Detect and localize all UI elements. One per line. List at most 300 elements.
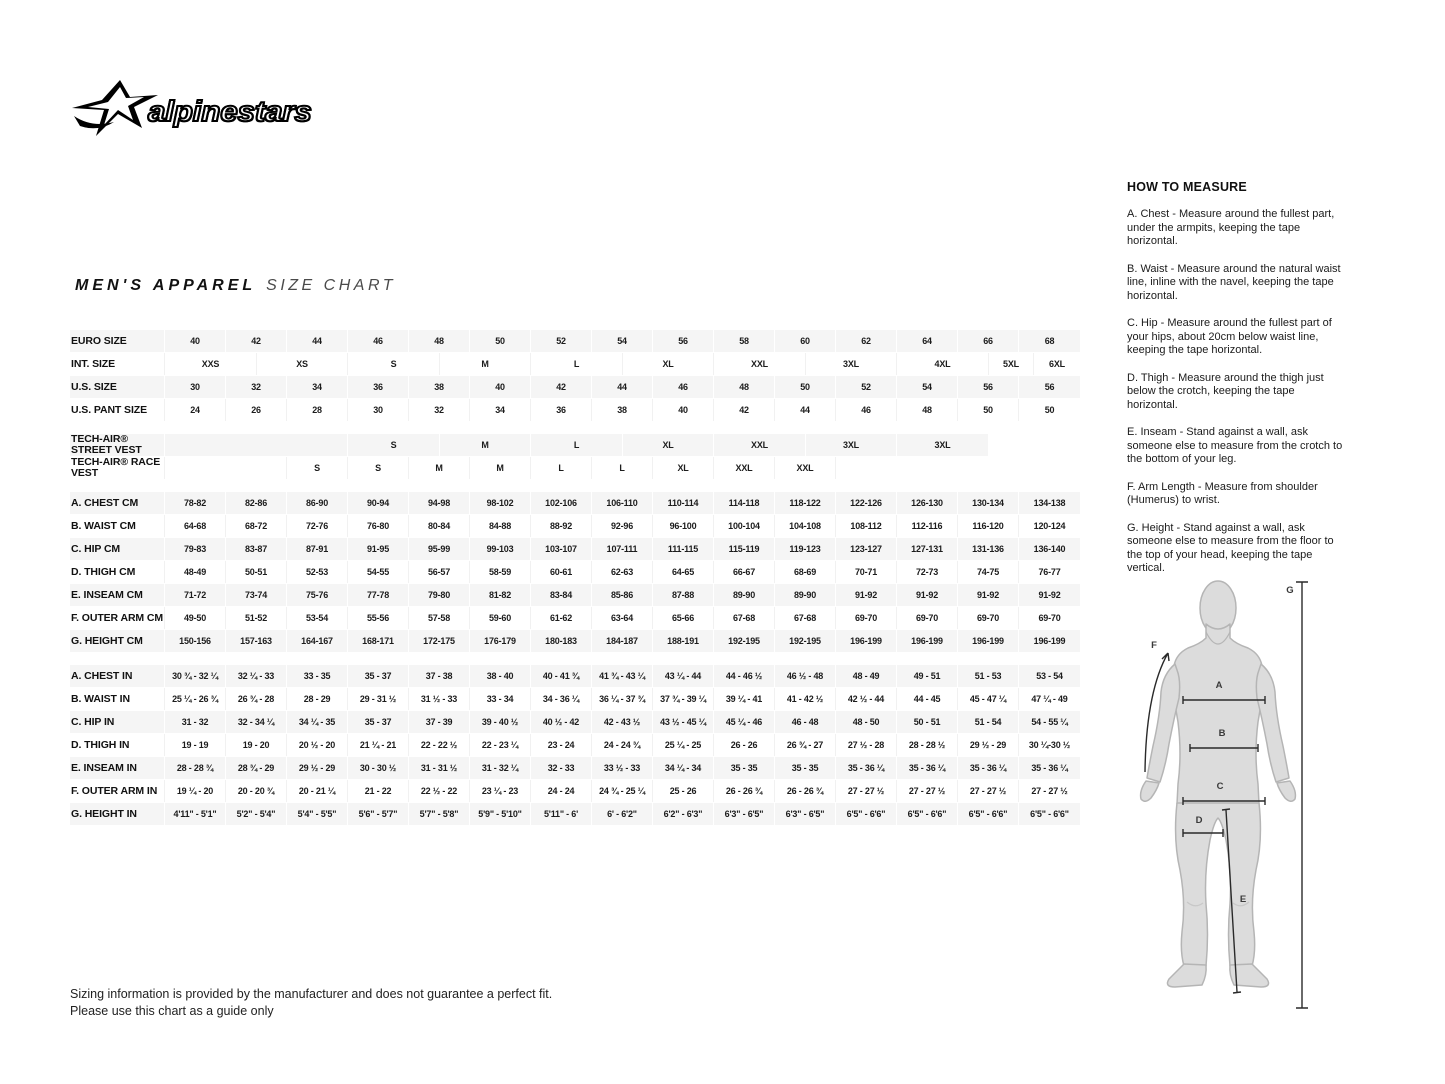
- table-block: [70, 434, 1080, 480]
- table-row: [70, 757, 1080, 780]
- table-cell: 30 ¾ - 32 ¼: [165, 665, 226, 687]
- measure-instruction: E. Inseam - Stand against a wall, ask someone else to measure from the crotch to the bottom of your leg.: [1127, 426, 1343, 465]
- table-cell: 53-54: [287, 607, 348, 629]
- table-cell: 39 - 40 ½: [470, 711, 531, 733]
- table-row: [70, 688, 1080, 711]
- table-cell: 26 - 26: [714, 734, 775, 756]
- table-cell: 6'3" - 6'5": [775, 803, 836, 825]
- label-waist: B: [1218, 728, 1226, 739]
- table-cell: 29 ½ - 29: [287, 757, 348, 779]
- table-cell: 58-59: [470, 561, 531, 583]
- label-arm: F: [1151, 640, 1157, 651]
- table-cell: 45 - 47 ¼: [958, 688, 1019, 710]
- table-cell: 5'6" - 5'7": [348, 803, 409, 825]
- table-row: [70, 515, 1080, 538]
- table-cell: 42 - 43 ½: [592, 711, 653, 733]
- table-cell: 176-179: [470, 630, 531, 652]
- table-cell: 64-68: [165, 515, 226, 537]
- label-hip: C: [1216, 781, 1224, 792]
- table-row: [70, 584, 1080, 607]
- table-cell: 110-114: [653, 492, 714, 514]
- table-cell: 52-53: [287, 561, 348, 583]
- row-label: A. CHEST IN: [70, 665, 165, 687]
- table-cell: 134-138: [1033, 498, 1066, 508]
- row-label: TECH-AIR® RACE VEST: [70, 457, 165, 479]
- row-label: D. THIGH CM: [70, 561, 165, 583]
- measure-instruction: G. Height - Stand against a wall, ask someone else to measure from the floor to the top of your head, keeping the tape vertical.: [1127, 521, 1334, 574]
- table-cell: 89-90: [714, 584, 775, 606]
- table-cell: 28: [287, 399, 348, 421]
- table-cell: 106-110: [592, 492, 653, 514]
- table-cell: 31 - 32: [165, 711, 226, 733]
- table-cell: 40 ½ - 42: [531, 711, 592, 733]
- table-cell: 26 - 26 ¾: [714, 780, 775, 802]
- table-cell: 28 - 29: [287, 688, 348, 710]
- table-cell: 37 ¾ - 39 ¼: [653, 688, 714, 710]
- table-cell: 104-108: [775, 515, 836, 537]
- table-cell: 29 ½ - 29: [958, 734, 1019, 756]
- table-cell: 66: [958, 330, 1019, 352]
- table-cell: 68: [1044, 336, 1055, 346]
- table-cell: 88-92: [531, 515, 592, 537]
- table-cell: 29 - 31 ½: [348, 688, 409, 710]
- measure-instruction: A. Chest - Measure around the fullest part, under the armpits, keeping the tape horizontal.: [1127, 208, 1335, 247]
- table-cell: 71-72: [165, 584, 226, 606]
- measure-instruction: D. Thigh - Measure around the thigh just below the crotch, keeping the tape horizontal.: [1127, 371, 1324, 411]
- table-cell: 23 ¼ - 23: [470, 780, 531, 802]
- table-cell: 136-140: [1033, 544, 1066, 554]
- table-cell: 164-167: [287, 630, 348, 652]
- table-row: [70, 711, 1080, 734]
- table-cell: 92-96: [592, 515, 653, 537]
- table-cell: 68-69: [775, 561, 836, 583]
- table-cell: 98-102: [470, 492, 531, 514]
- table-cell: 49-50: [165, 607, 226, 629]
- table-cell: 5XL: [989, 353, 1034, 375]
- table-cell: 115-119: [714, 538, 775, 560]
- table-cell: 35 - 36 ¼: [836, 757, 897, 779]
- table-cell: 56: [958, 376, 1019, 398]
- table-cell: S: [287, 457, 348, 479]
- table-row: [70, 734, 1080, 757]
- how-to-measure-panel: [1127, 180, 1345, 590]
- table-cell: 20 - 21 ¼: [287, 780, 348, 802]
- table-cell: 48: [409, 330, 470, 352]
- table-cell: 61-62: [531, 607, 592, 629]
- table-cell: 36: [348, 376, 409, 398]
- table-cell: 30: [165, 376, 226, 398]
- table-cell: S: [348, 434, 440, 456]
- table-cell: 77-78: [348, 584, 409, 606]
- table-row: [70, 376, 1080, 399]
- row-label: U.S. PANT SIZE: [70, 399, 165, 421]
- table-cell: 40: [470, 376, 531, 398]
- table-cell: 91-92: [958, 584, 1019, 606]
- table-row: [70, 561, 1080, 584]
- table-cell: 5'7" - 5'8": [409, 803, 470, 825]
- table-cell: 51 - 53: [958, 665, 1019, 687]
- table-cell: 49 - 51: [897, 665, 958, 687]
- table-cell: 3XL: [806, 353, 897, 375]
- height-measure-line: [1296, 582, 1308, 1008]
- table-cell: 22 - 22 ½: [409, 734, 470, 756]
- table-cell: 196-199: [958, 630, 1019, 652]
- table-cell: 91-92: [836, 584, 897, 606]
- table-cell: 5'2" - 5'4": [226, 803, 287, 825]
- table-cell: 30: [348, 399, 409, 421]
- measure-instruction: B. Waist - Measure around the natural waist line, inline with the navel, keeping the tape horizontal.: [1127, 262, 1341, 302]
- table-cell: L: [531, 457, 592, 479]
- table-cell: 69-70: [958, 607, 1019, 629]
- table-cell: 34: [470, 399, 531, 421]
- table-cell: 21 ¼ - 21: [348, 734, 409, 756]
- table-cell: 69-70: [897, 607, 958, 629]
- table-cell: 66-67: [714, 561, 775, 583]
- table-cell: 22 ½ - 22: [409, 780, 470, 802]
- table-cell: 53 - 54: [1036, 671, 1063, 681]
- table-cell: [165, 457, 287, 479]
- table-cell: 188-191: [653, 630, 714, 652]
- table-row: [70, 665, 1080, 688]
- table-cell: 6'5" - 6'6": [1030, 809, 1069, 819]
- label-height: G: [1286, 585, 1294, 596]
- table-cell: 91-95: [348, 538, 409, 560]
- table-cell: XXL: [714, 434, 806, 456]
- table-cell: 96-100: [653, 515, 714, 537]
- table-cell: 36 ¼ - 37 ¾: [592, 688, 653, 710]
- table-cell: 59-60: [470, 607, 531, 629]
- table-cell: 122-126: [836, 492, 897, 514]
- body-diagram: [1138, 572, 1323, 1017]
- footer-note: [70, 986, 552, 1020]
- table-cell: 44: [592, 376, 653, 398]
- table-cell: 47 ¼ - 49: [1031, 694, 1068, 704]
- table-cell: 51 - 54: [958, 711, 1019, 733]
- table-cell: 44 - 45: [897, 688, 958, 710]
- table-cell: 19 - 20: [226, 734, 287, 756]
- row-label: G. HEIGHT IN: [70, 803, 165, 825]
- table-cell: 5'11" - 6': [531, 803, 592, 825]
- table-cell: 22 - 23 ¼: [470, 734, 531, 756]
- table-cell: 58: [714, 330, 775, 352]
- table-cell: 76-80: [348, 515, 409, 537]
- table-cell: 50: [470, 330, 531, 352]
- table-row: [70, 457, 1080, 480]
- table-cell: [836, 457, 1080, 479]
- table-cell: 72-76: [287, 515, 348, 537]
- table-cell: 36: [531, 399, 592, 421]
- table-cell: 34 ¼ - 34: [653, 757, 714, 779]
- table-cell: 5'4" - 5'5": [287, 803, 348, 825]
- table-cell: 40: [165, 330, 226, 352]
- table-cell: 33 - 34: [470, 688, 531, 710]
- table-cell: 89-90: [775, 584, 836, 606]
- table-cell: M: [440, 353, 531, 375]
- table-cell: 48: [897, 399, 958, 421]
- table-cell: 184-187: [592, 630, 653, 652]
- table-cell: M: [440, 434, 531, 456]
- table-cell: XL: [653, 457, 714, 479]
- table-cell: 5'9" - 5'10": [470, 803, 531, 825]
- table-cell: [165, 434, 348, 456]
- table-cell: 46 ½ - 48: [775, 665, 836, 687]
- table-cell: 38: [592, 399, 653, 421]
- table-cell: 30 - 30 ½: [348, 757, 409, 779]
- table-cell: 50: [775, 376, 836, 398]
- table-cell: 83-84: [531, 584, 592, 606]
- table-cell: 31 - 32 ¼: [470, 757, 531, 779]
- table-row: [70, 538, 1080, 561]
- table-cell: 6'5" - 6'6": [836, 803, 897, 825]
- table-cell: 44 - 46 ½: [714, 665, 775, 687]
- measure-instruction: F. Arm Length - Measure from shoulder (Humerus) to wrist.: [1127, 480, 1318, 506]
- table-cell: 35 - 37: [348, 665, 409, 687]
- table-cell: 102-106: [531, 492, 592, 514]
- table-cell: 30 ¼-30 ½: [1028, 740, 1071, 750]
- table-cell: 37 - 39: [409, 711, 470, 733]
- row-label: G. HEIGHT CM: [70, 630, 165, 652]
- table-cell: 28 - 28 ½: [897, 734, 958, 756]
- table-cell: 21 - 22: [348, 780, 409, 802]
- table-cell: 32 - 33: [531, 757, 592, 779]
- title-main: MEN'S APPAREL: [75, 277, 257, 294]
- table-cell: 45 ¼ - 46: [714, 711, 775, 733]
- table-cell: 68-72: [226, 515, 287, 537]
- table-cell: 127-131: [897, 538, 958, 560]
- table-cell: [989, 434, 1080, 456]
- table-cell: 23 - 24: [531, 734, 592, 756]
- table-cell: XXL: [714, 457, 775, 479]
- table-cell: 19 - 19: [165, 734, 226, 756]
- table-cell: 65-66: [653, 607, 714, 629]
- table-cell: 43 ¼ - 44: [653, 665, 714, 687]
- table-cell: 6XL: [1049, 359, 1065, 369]
- table-cell: XL: [623, 353, 714, 375]
- table-cell: 82-86: [226, 492, 287, 514]
- table-cell: 50: [1044, 405, 1055, 415]
- table-cell: 28 ¾ - 29: [226, 757, 287, 779]
- table-row: [70, 780, 1080, 803]
- table-cell: 27 - 27 ½: [897, 780, 958, 802]
- row-label: F. OUTER ARM IN: [70, 780, 165, 802]
- table-cell: 28 - 28 ¾: [165, 757, 226, 779]
- table-cell: 157-163: [226, 630, 287, 652]
- table-cell: 32: [226, 376, 287, 398]
- row-label: D. THIGH IN: [70, 734, 165, 756]
- table-cell: 172-175: [409, 630, 470, 652]
- table-cell: 79-80: [409, 584, 470, 606]
- footer-line-1: Sizing information is provided by the manufacturer and does not guarantee a perfect fit.: [70, 987, 553, 1001]
- label-thigh: D: [1195, 815, 1203, 826]
- table-cell: 54-55: [348, 561, 409, 583]
- table-cell: 80-84: [409, 515, 470, 537]
- table-cell: 25 - 26: [653, 780, 714, 802]
- table-cell: 6'5" - 6'6": [958, 803, 1019, 825]
- table-cell: 118-122: [775, 492, 836, 514]
- table-cell: XXL: [714, 353, 806, 375]
- table-cell: S: [348, 353, 440, 375]
- table-cell: 42: [714, 399, 775, 421]
- table-cell: 38 - 40: [470, 665, 531, 687]
- row-label: C. HIP CM: [70, 538, 165, 560]
- table-cell: 31 ½ - 33: [409, 688, 470, 710]
- row-label: U.S. SIZE: [70, 376, 165, 398]
- table-cell: 52: [836, 376, 897, 398]
- table-row: [70, 330, 1080, 353]
- table-block: [70, 665, 1080, 826]
- table-cell: 126-130: [897, 492, 958, 514]
- table-cell: 35 - 35: [714, 757, 775, 779]
- table-cell: 3XL: [806, 434, 897, 456]
- table-cell: 73-74: [226, 584, 287, 606]
- table-cell: 64-65: [653, 561, 714, 583]
- table-cell: 35 - 36 ¼: [958, 757, 1019, 779]
- table-cell: 120-124: [1033, 521, 1066, 531]
- table-cell: L: [531, 353, 623, 375]
- table-cell: 111-115: [653, 538, 714, 560]
- table-cell: 56: [653, 330, 714, 352]
- table-cell: 55-56: [348, 607, 409, 629]
- table-cell: 83-87: [226, 538, 287, 560]
- table-block: [70, 492, 1080, 653]
- table-cell: 57-58: [409, 607, 470, 629]
- table-cell: 27 ½ - 28: [836, 734, 897, 756]
- table-cell: 62: [836, 330, 897, 352]
- table-cell: 131-136: [958, 538, 1019, 560]
- table-row: [70, 607, 1080, 630]
- row-label: C. HIP IN: [70, 711, 165, 733]
- table-cell: 192-195: [714, 630, 775, 652]
- table-cell: 25 ¼ - 25: [653, 734, 714, 756]
- table-cell: 26 ¾ - 27: [775, 734, 836, 756]
- table-cell: 69-70: [1038, 613, 1061, 623]
- table-cell: XXL: [775, 457, 836, 479]
- table-cell: 54: [897, 376, 958, 398]
- table-cell: 50 - 51: [897, 711, 958, 733]
- brand-logo: [70, 78, 312, 145]
- table-cell: 20 - 20 ¾: [226, 780, 287, 802]
- table-cell: 56-57: [409, 561, 470, 583]
- table-cell: 44: [775, 399, 836, 421]
- table-cell: 27 - 27 ½: [958, 780, 1019, 802]
- table-cell: 123-127: [836, 538, 897, 560]
- table-cell: 119-123: [775, 538, 836, 560]
- table-cell: 74-75: [958, 561, 1019, 583]
- table-cell: XXS: [165, 353, 257, 375]
- table-cell: 63-64: [592, 607, 653, 629]
- table-cell: 34: [287, 376, 348, 398]
- table-cell: 26 - 26 ¾: [775, 780, 836, 802]
- table-cell: 116-120: [958, 515, 1019, 537]
- table-cell: 180-183: [531, 630, 592, 652]
- table-cell: 42 ½ - 44: [836, 688, 897, 710]
- table-cell: 50-51: [226, 561, 287, 583]
- brand-wordmark: alpinestars: [148, 94, 312, 128]
- measure-instruction: C. Hip - Measure around the fullest part of your hips, about 20cm below waist line, keeping the tape horizontal.: [1127, 317, 1332, 356]
- table-cell: 78-82: [165, 492, 226, 514]
- table-cell: 70-71: [836, 561, 897, 583]
- table-cell: 99-103: [470, 538, 531, 560]
- row-label: TECH-AIR® STREET VEST: [70, 434, 165, 456]
- table-cell: 48 - 50: [836, 711, 897, 733]
- table-cell: 60: [775, 330, 836, 352]
- title-sub: SIZE CHART: [266, 277, 396, 294]
- table-cell: 48 - 49: [836, 665, 897, 687]
- table-cell: XS: [257, 353, 348, 375]
- table-cell: 86-90: [287, 492, 348, 514]
- table-cell: 48-49: [165, 561, 226, 583]
- table-cell: 31 - 31 ½: [409, 757, 470, 779]
- table-cell: L: [531, 434, 623, 456]
- table-cell: 46: [653, 376, 714, 398]
- how-to-measure-text: [1127, 208, 1345, 576]
- table-cell: 38: [409, 376, 470, 398]
- table-row: [70, 492, 1080, 515]
- table-cell: 46 - 48: [775, 711, 836, 733]
- table-cell: 87-91: [287, 538, 348, 560]
- row-label: E. INSEAM IN: [70, 757, 165, 779]
- table-cell: 150-156: [165, 630, 226, 652]
- table-cell: 50: [958, 399, 1019, 421]
- table-cell: S: [348, 457, 409, 479]
- table-cell: 107-111: [592, 538, 653, 560]
- table-cell: 26 ¾ - 28: [226, 688, 287, 710]
- table-cell: XL: [623, 434, 714, 456]
- table-cell: 26: [226, 399, 287, 421]
- row-label: F. OUTER ARM CM: [70, 607, 165, 629]
- row-label: E. INSEAM CM: [70, 584, 165, 606]
- table-cell: 112-116: [897, 515, 958, 537]
- table-cell: 37 - 38: [409, 665, 470, 687]
- table-cell: 48: [714, 376, 775, 398]
- table-cell: 24 ¾ - 25 ¼: [592, 780, 653, 802]
- how-to-measure-heading: HOW TO MEASURE: [1127, 180, 1247, 194]
- table-cell: 79-83: [165, 538, 226, 560]
- table-cell: 81-82: [470, 584, 531, 606]
- table-cell: 33 ½ - 33: [592, 757, 653, 779]
- table-cell: 114-118: [714, 492, 775, 514]
- label-chest: A: [1215, 680, 1223, 691]
- table-cell: 43 ½ - 45 ¼: [653, 711, 714, 733]
- table-cell: 72-73: [897, 561, 958, 583]
- table-cell: L: [592, 457, 653, 479]
- table-cell: 19 ¼ - 20: [165, 780, 226, 802]
- table-cell: 40 - 41 ¾: [531, 665, 592, 687]
- table-row: [70, 630, 1080, 653]
- table-cell: 108-112: [836, 515, 897, 537]
- table-cell: M: [470, 457, 531, 479]
- table-cell: 69-70: [836, 607, 897, 629]
- table-cell: 60-61: [531, 561, 592, 583]
- table-cell: 76-77: [1038, 567, 1061, 577]
- table-row: [70, 353, 1080, 376]
- table-cell: 20 ½ - 20: [287, 734, 348, 756]
- table-block: [70, 330, 1080, 422]
- table-cell: 34 ¼ - 35: [287, 711, 348, 733]
- table-cell: 24 - 24: [531, 780, 592, 802]
- table-cell: 103-107: [531, 538, 592, 560]
- table-cell: 27 - 27 ½: [1031, 786, 1068, 796]
- table-cell: 46: [836, 399, 897, 421]
- table-cell: 62-63: [592, 561, 653, 583]
- table-row: [70, 803, 1080, 826]
- table-cell: 85-86: [592, 584, 653, 606]
- table-cell: M: [409, 457, 470, 479]
- table-cell: 6'5" - 6'6": [897, 803, 958, 825]
- table-cell: 196-199: [1033, 636, 1066, 646]
- table-cell: 54: [592, 330, 653, 352]
- table-cell: 91-92: [1038, 590, 1061, 600]
